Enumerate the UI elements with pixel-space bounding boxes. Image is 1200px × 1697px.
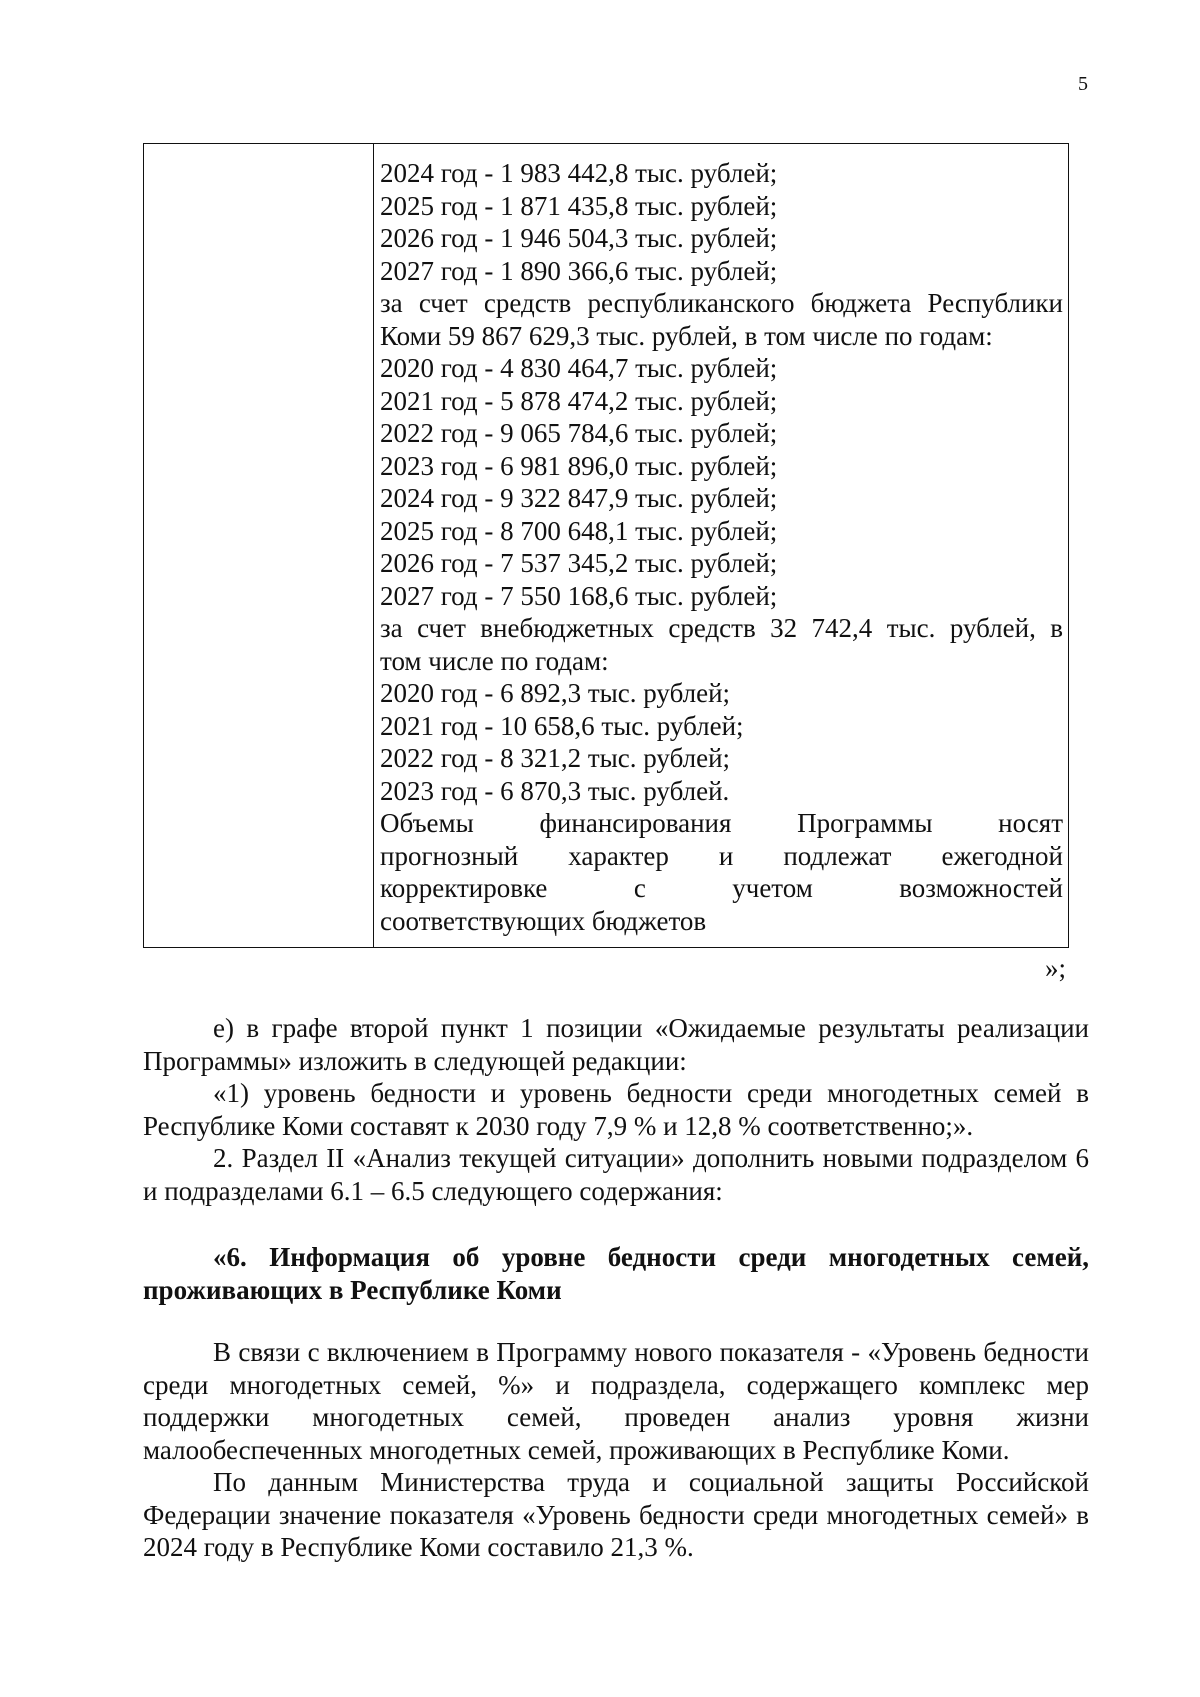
table-left-cell (144, 144, 373, 947)
paragraph-section-2: 2. Раздел II «Анализ текущей ситуации» дополнить новыми подразделом 6 и подразделами 6.1 – 6.5 следующего содержания: (143, 1143, 1089, 1206)
table-closing-quote: »; (1045, 953, 1067, 983)
paragraph-analysis: В связи с включением в Программу нового показателя - «Уровень бедности среди многодетных семей, %» и подраздела, содержащего комплекс мер поддержки многодетных семей, проведен анализ уровня жизни малообеспеченных многодетных семей, проживающих в Республике Коми. (143, 1337, 1089, 1465)
table-line: 2020 год - 4 830 464,7 тыс. рублей; (380, 353, 778, 383)
paragraph-expected-result: «1) уровень бедности и уровень бедности среди многодетных семей в Республике Коми составят к 2030 году 7,9 % и 12,8 % соответственно;». (143, 1078, 1089, 1141)
table-line: 2025 год - 8 700 648,1 тыс. рублей; (380, 515, 778, 546)
table-line: 2024 год - 1 983 442,8 тыс. рублей; (380, 158, 778, 188)
financing-table (143, 143, 1069, 948)
table-line: Коми 59 867 629,3 тыс. рублей, в том числе по годам: (380, 320, 993, 351)
table-line: 2027 год - 7 550 168,6 тыс. рублей; (380, 580, 778, 611)
table-line: 2024 год - 9 322 847,9 тыс. рублей; (380, 483, 778, 513)
table-line: 2026 год - 7 537 345,2 тыс. рублей; (380, 548, 778, 578)
table-line: 2027 год - 1 890 366,6 тыс. рублей; (380, 255, 778, 286)
analysis-block (143, 1336, 1089, 1564)
table-line: соответствующих бюджетов (380, 905, 707, 936)
table-line: 2023 год - 6 981 896,0 тыс. рублей; (380, 450, 778, 481)
table-line: 2021 год - 10 658,6 тыс. рублей; (380, 710, 744, 741)
paragraph-item-e: е) в графе второй пункт 1 позиции «Ожидаемые результаты реализации Программы» изложить в следующей редакции: (143, 1013, 1089, 1076)
section-heading-block (143, 1241, 1089, 1306)
table-line: том числе по годам: (380, 645, 609, 676)
table-column-divider (373, 144, 374, 947)
table-line: Объемы финансирования Программы носят (380, 808, 1063, 838)
table-line: за счет средств республиканского бюджета Республики (380, 288, 1063, 318)
table-line: 2022 год - 8 321,2 тыс. рублей; (380, 743, 731, 773)
page-number: 5 (1078, 73, 1088, 95)
table-line: за счет внебюджетных средств 32 742,4 тыс. рублей, в (380, 613, 1063, 643)
section-heading: «6. Информация об уровне бедности среди многодетных семей, проживающих в Республике Коми (143, 1242, 1089, 1305)
table-line: 2022 год - 9 065 784,6 тыс. рублей; (380, 418, 778, 448)
table-line: 2026 год - 1 946 504,3 тыс. рублей; (380, 223, 778, 253)
table-line: 2020 год - 6 892,3 тыс. рублей; (380, 678, 731, 708)
amendment-block (143, 1012, 1089, 1207)
table-line: корректировке с учетом возможностей (380, 873, 1063, 903)
table-line: прогнозный характер и подлежат ежегодной (380, 840, 1063, 871)
table-line: 2023 год - 6 870,3 тыс. рублей. (380, 775, 730, 806)
table-line: 2025 год - 1 871 435,8 тыс. рублей; (380, 190, 778, 221)
table-right-cell (380, 157, 1063, 937)
table-line: 2021 год - 5 878 474,2 тыс. рублей; (380, 385, 778, 416)
paragraph-ministry-data: По данным Министерства труда и социальной защиты Российской Федерации значение показателя «Уровень бедности среди многодетных семей» в 2024 году в Республике Коми составило 21,3 %. (143, 1467, 1089, 1562)
